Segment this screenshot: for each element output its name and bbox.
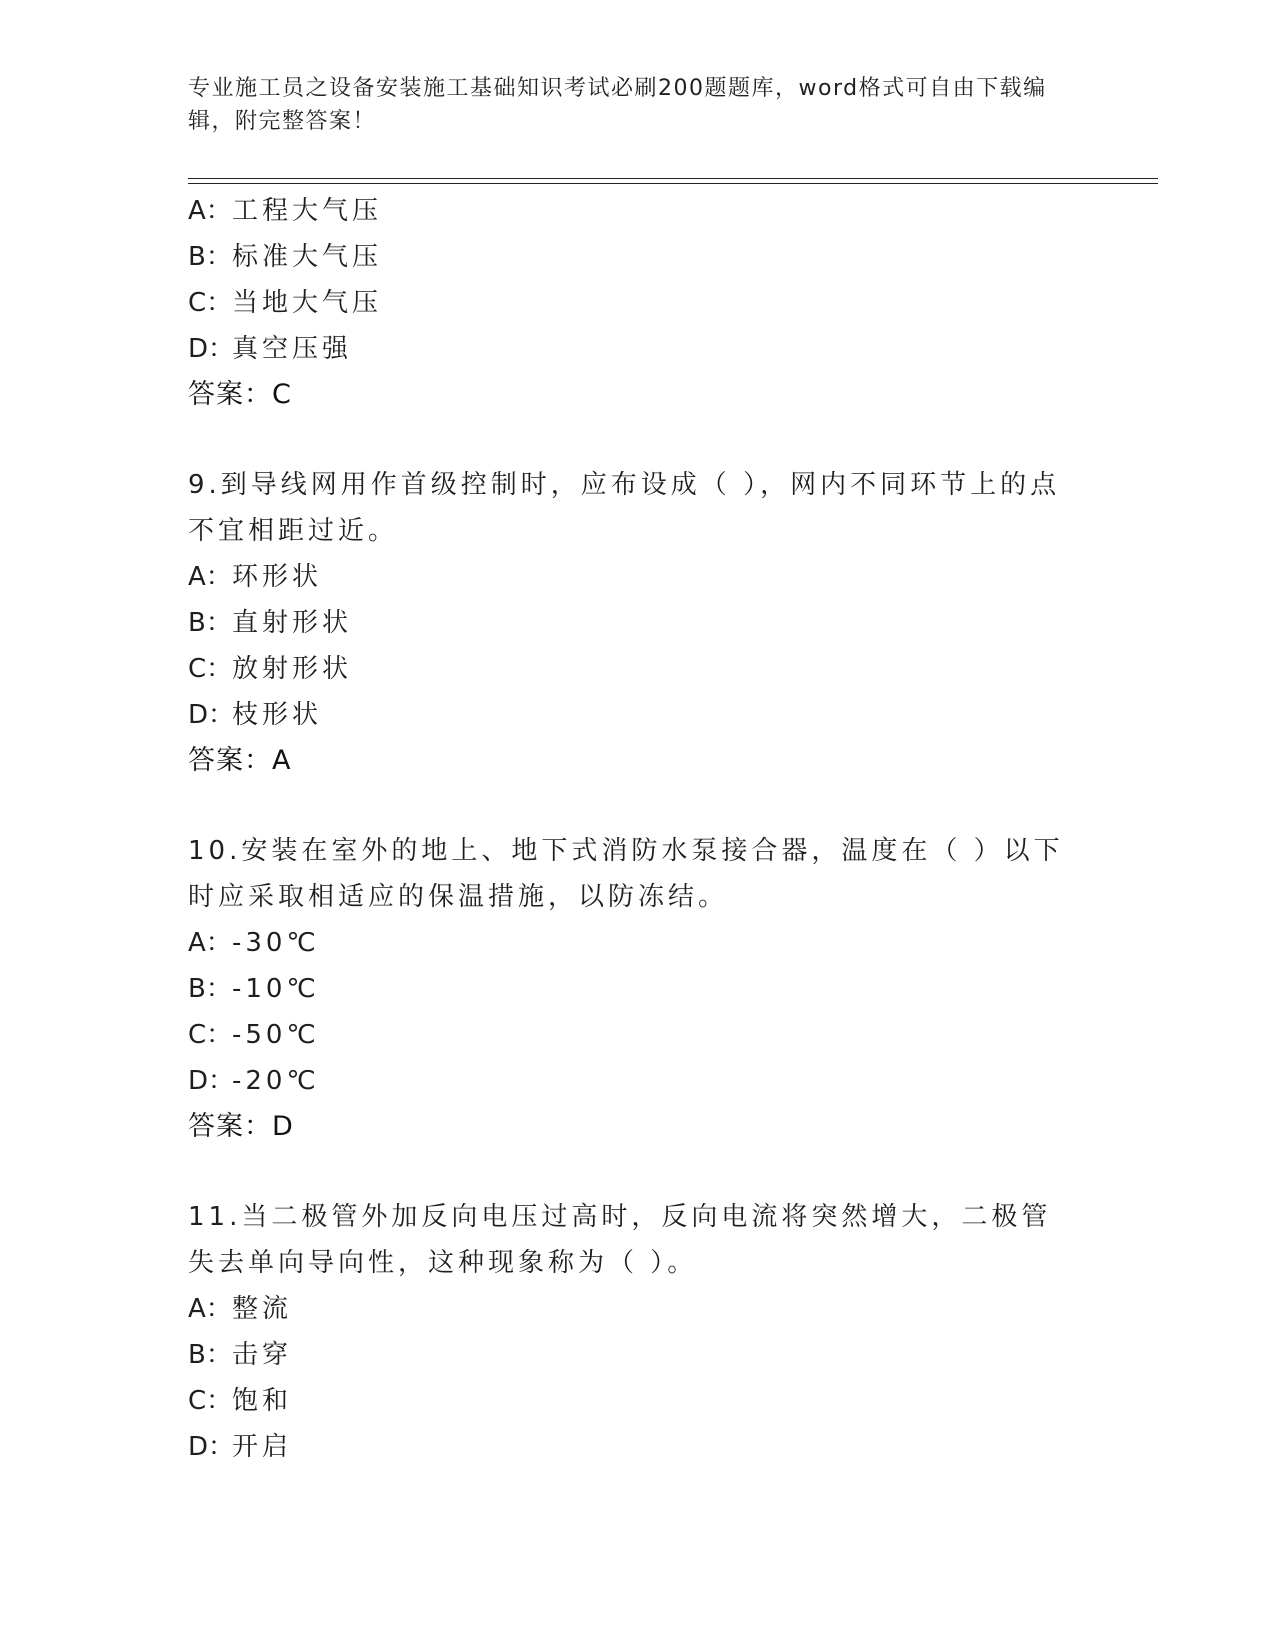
option-a: A：整流 bbox=[188, 1294, 293, 1324]
option-a: A：-30℃ bbox=[188, 928, 320, 958]
option-c: C：-50℃ bbox=[188, 1020, 320, 1050]
option-c: C：当地大气压 bbox=[188, 288, 383, 318]
question-9 bbox=[188, 462, 1088, 784]
question-8-continued bbox=[188, 188, 1088, 418]
answer-line: 答案：C bbox=[188, 379, 292, 410]
option-d: D：真空压强 bbox=[188, 334, 353, 364]
option-a: A：环形状 bbox=[188, 562, 323, 592]
answer-line: 答案：A bbox=[188, 745, 292, 776]
option-b: B：-10℃ bbox=[188, 974, 320, 1004]
option-a: A：工程大气压 bbox=[188, 196, 383, 226]
question-11 bbox=[188, 1194, 1088, 1470]
option-c: C：饱和 bbox=[188, 1386, 293, 1416]
option-b: B：直射形状 bbox=[188, 608, 353, 638]
question-text: 10.安装在室外的地上、地下式消防水泵接合器，温度在（ ）以下时应采取相适应的保温措施，以防冻结。 bbox=[188, 836, 1064, 912]
document-header: 专业施工员之设备安装施工基础知识考试必刷200题题库，word格式可自由下载编辑，附完整答案！ bbox=[188, 76, 1047, 134]
option-d: D：开启 bbox=[188, 1432, 293, 1462]
header-rule-top bbox=[188, 178, 1158, 179]
question-text: 9.到导线网用作首级控制时，应布设成（ ），网内不同环节上的点不宜相距过近。 bbox=[188, 470, 1061, 546]
answer-line: 答案：D bbox=[188, 1111, 294, 1142]
option-b: B：标准大气压 bbox=[188, 242, 383, 272]
question-10 bbox=[188, 828, 1088, 1150]
header-rule-bottom bbox=[188, 183, 1158, 184]
document-body bbox=[188, 188, 1088, 1470]
option-d: D：枝形状 bbox=[188, 700, 323, 730]
option-d: D：-20℃ bbox=[188, 1066, 320, 1096]
option-c: C：放射形状 bbox=[188, 654, 353, 684]
question-text: 11.当二极管外加反向电压过高时，反向电流将突然增大，二极管失去单向导向性，这种现象称为（ ）。 bbox=[188, 1202, 1052, 1278]
option-b: B：击穿 bbox=[188, 1340, 293, 1370]
